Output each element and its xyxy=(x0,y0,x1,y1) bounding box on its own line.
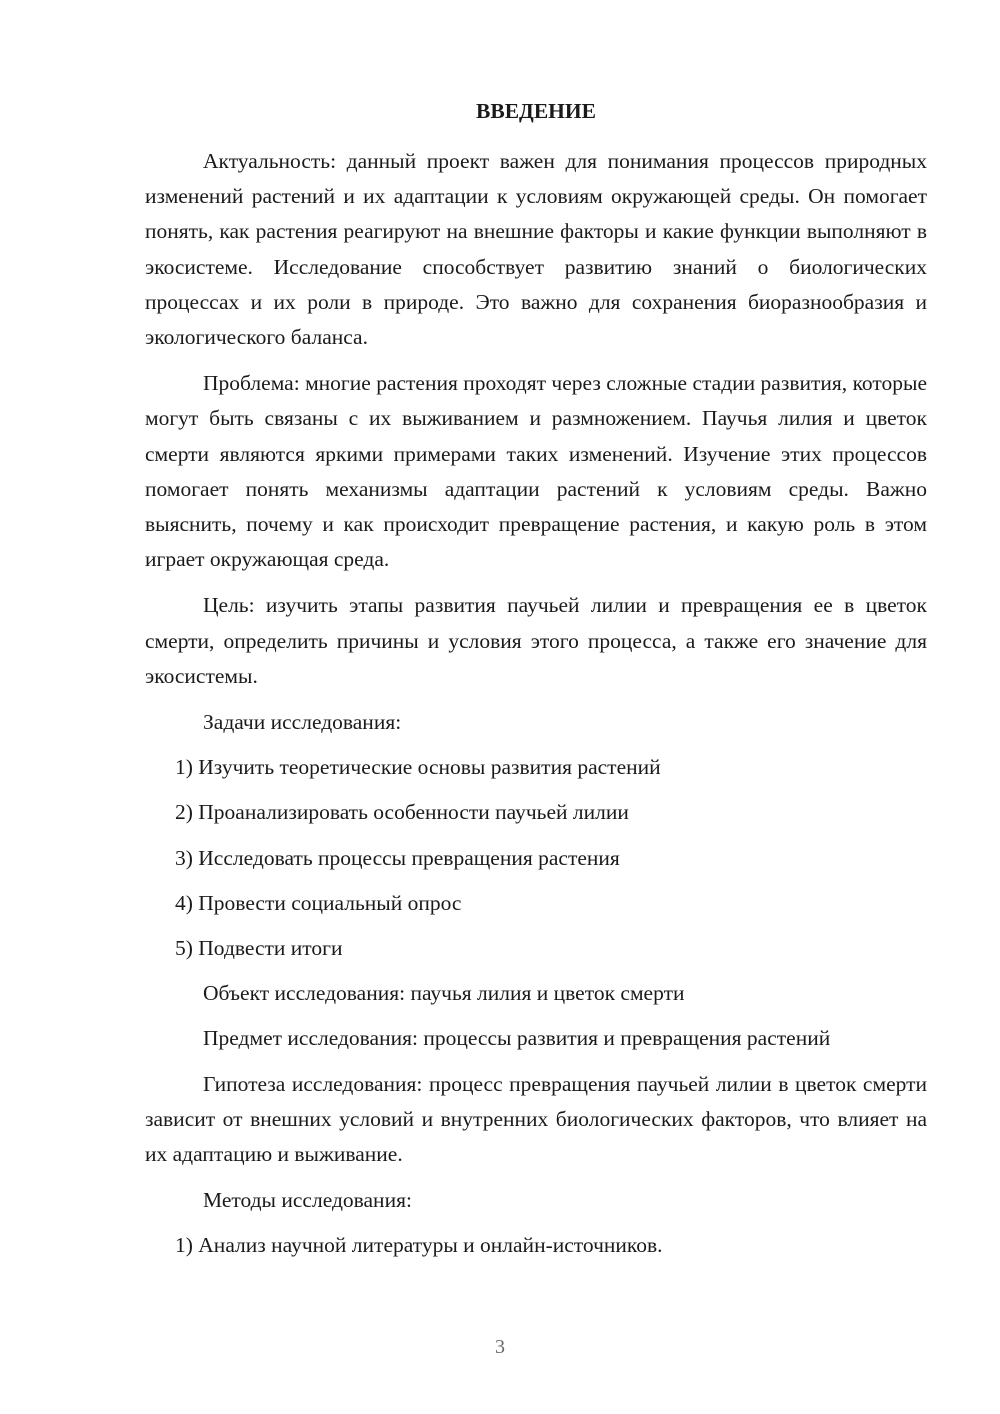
relevance-paragraph: Актуальность: данный проект важен для понимания процессов природных изменений растений и их адаптации к условиям окружающей среды. Он помогает понять, как растения реагируют на внешние факторы и какие функции выполняют в экосистеме. Исследование способствует развитию знаний о биологических процессах и их роли в природе. Это важно для сохранения биоразнообразия и экологического баланса. xyxy=(145,149,927,350)
methods-heading: Методы исследования: xyxy=(203,1188,412,1213)
list-item: 5) Подвести итоги xyxy=(175,936,343,961)
list-item: 4) Провести социальный опрос xyxy=(175,890,462,915)
list-item: 1) Изучить теоретические основы развития растений xyxy=(175,755,661,780)
list-item: 1) Анализ научной литературы и онлайн-источников. xyxy=(175,1233,663,1258)
research-subject: Предмет исследования: процессы развития и превращения растений xyxy=(203,1026,831,1051)
research-object: Объект исследования: паучья лилия и цветок смерти xyxy=(203,981,685,1006)
page-title: ВВЕДЕНИЕ xyxy=(476,99,596,123)
hypothesis-paragraph: Гипотеза исследования: процесс превращения паучьей лилии в цветок смерти зависит от внешних условий и внутренних биологических факторов, что влияет на их адаптацию и выживание. xyxy=(145,1071,927,1167)
document-page xyxy=(145,93,927,1274)
page-number: 3 xyxy=(495,1336,505,1358)
goal-paragraph: Цель: изучить этапы развития паучьей лилии и превращения ее в цветок смерти, определить причины и условия этого процесса, а также его значение для экосистемы. xyxy=(145,593,927,688)
problem-paragraph: Проблема: многие растения проходят через сложные стадии развития, которые могут быть связаны с их выживанием и размножением. Паучья лилия и цветок смерти являются яркими примерами таких изменений. Изучение этих процессов помогает понять механизмы адаптации растений к условиям среды. Важно выяснить, почему и как происходит превращение растения, и какую роль в этом играет окружающая среда. xyxy=(145,371,927,572)
list-item: 3) Исследовать процессы превращения растения xyxy=(175,845,620,870)
methods-list xyxy=(145,1228,927,1263)
tasks-list xyxy=(145,750,927,966)
list-item: 2) Проанализировать особенности паучьей лилии xyxy=(175,800,629,825)
tasks-heading: Задачи исследования: xyxy=(203,710,402,735)
